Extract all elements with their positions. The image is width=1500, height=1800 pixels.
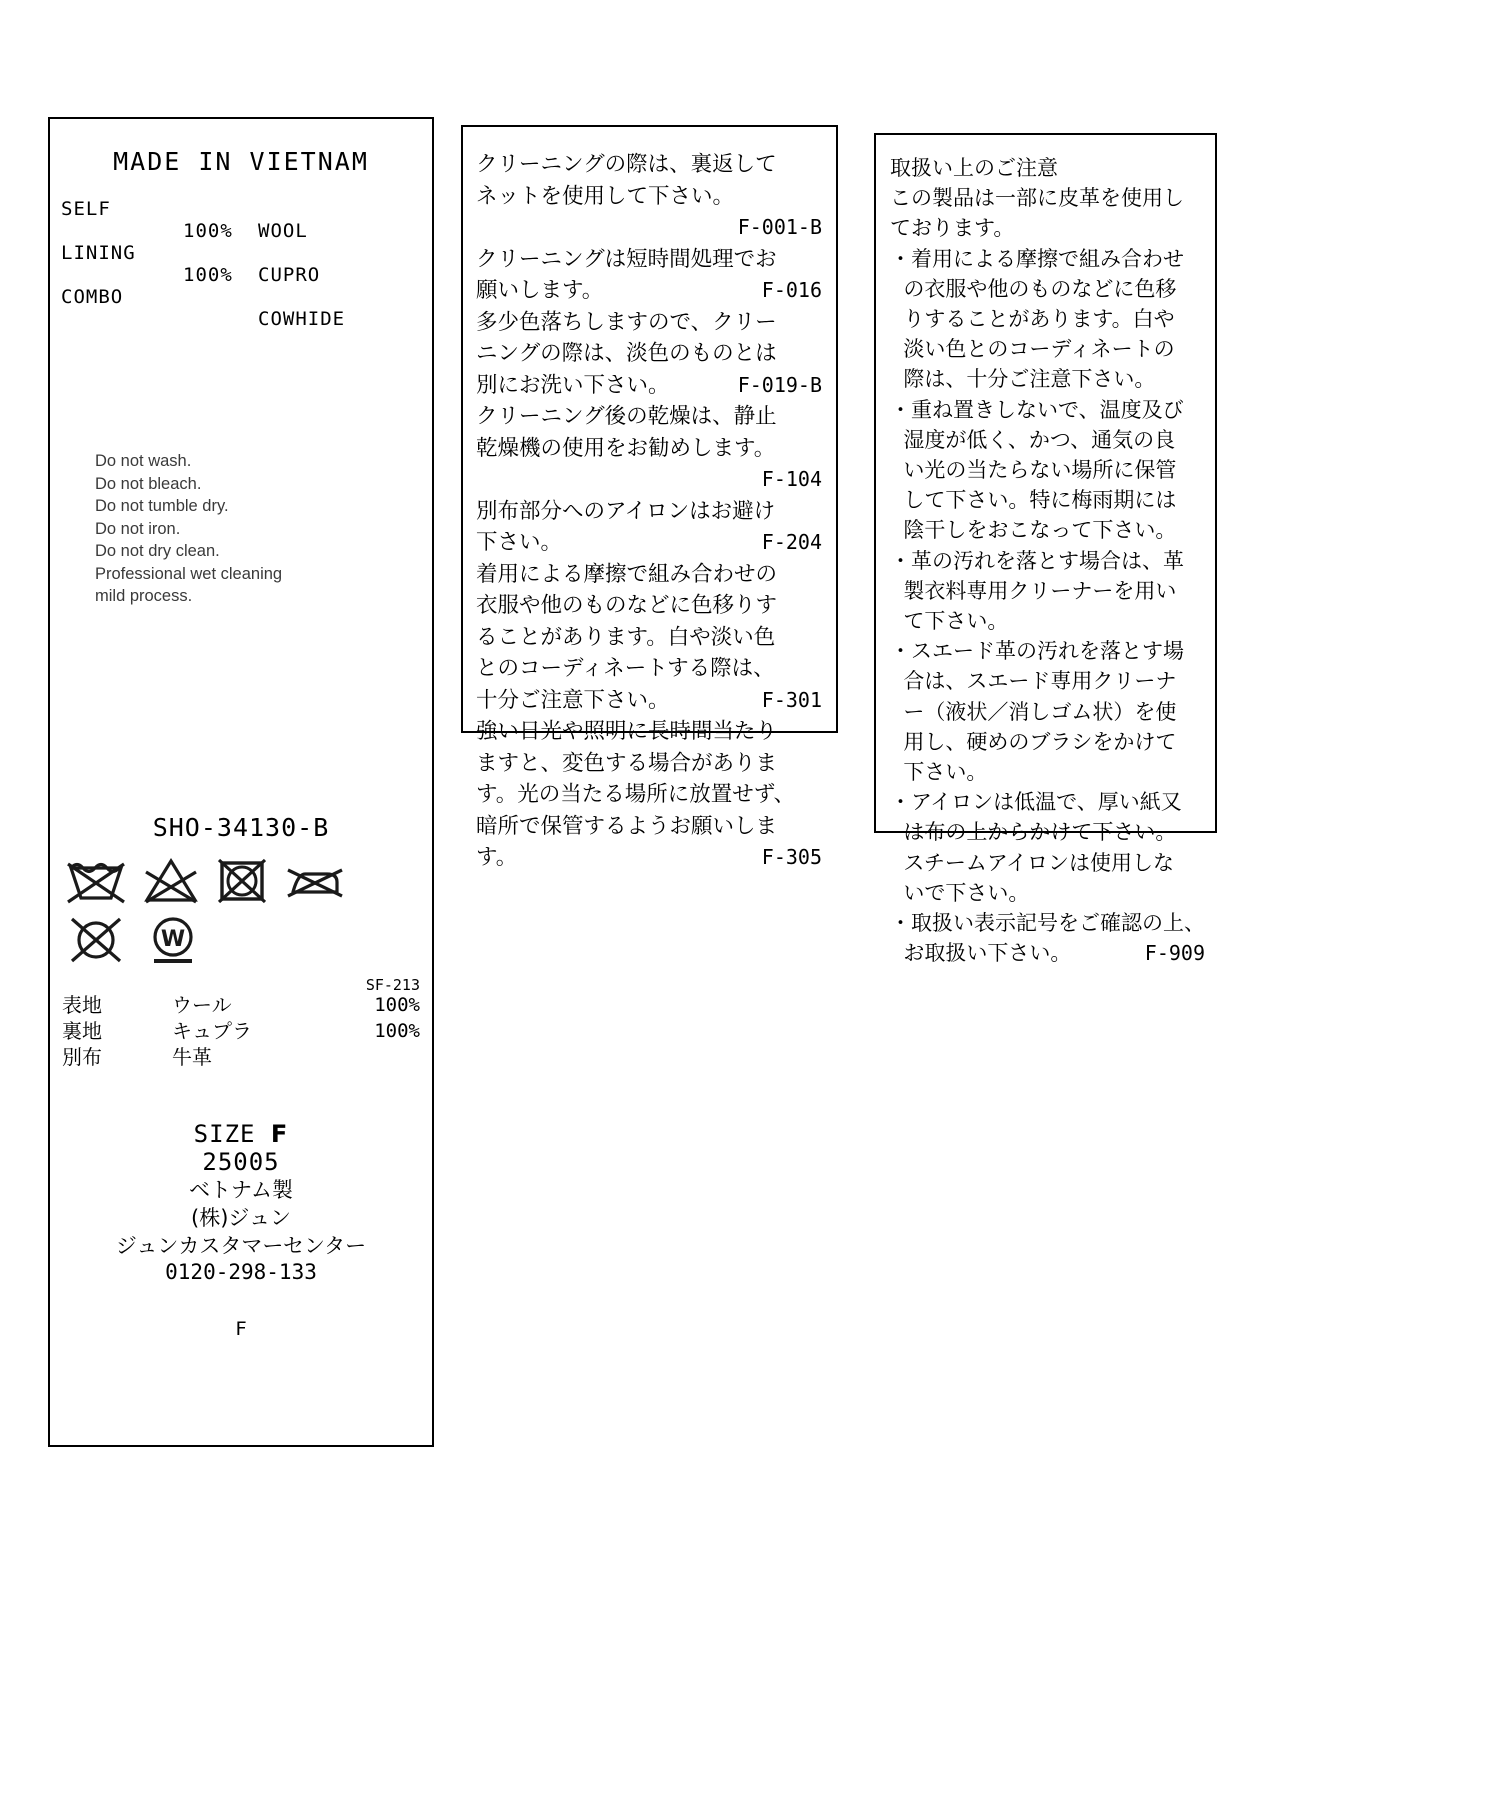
care-code: F-001-B xyxy=(737,215,822,239)
text-line xyxy=(476,370,822,402)
text-line xyxy=(476,748,822,780)
text-line xyxy=(476,433,822,465)
size-value: F xyxy=(270,1119,289,1148)
line-text: ・革の汚れを落とす場合は、革 xyxy=(890,548,1184,573)
size-and-company-block xyxy=(50,1120,432,1284)
text-line xyxy=(476,149,822,181)
text-line xyxy=(890,395,1205,425)
text-line xyxy=(476,401,822,433)
line-text: 衣服や他のものなどに色移りす xyxy=(476,593,778,618)
made-in-text: MADE IN VIETNAM xyxy=(113,147,369,176)
line-text: 別にお洗い下さい。 xyxy=(476,372,670,398)
instruction-line: Professional wet cleaning xyxy=(95,564,283,583)
size-line xyxy=(50,1120,432,1148)
line-text: 下さい。 xyxy=(890,760,988,785)
care-symbol-row xyxy=(66,856,432,904)
line-text: す。光の当たる場所に放置せず、 xyxy=(476,782,796,807)
composition-percent: 100% xyxy=(183,220,233,242)
company-name: (株)ジュン xyxy=(191,1205,291,1230)
text-line xyxy=(890,183,1205,213)
line-text: 陰干しをおこなって下さい。 xyxy=(890,518,1177,543)
line-text: ー（液状／消しゴム状）を使 xyxy=(890,699,1177,724)
text-line xyxy=(890,334,1205,364)
line-text: ております。 xyxy=(890,216,1015,241)
size-prefix: SIZE xyxy=(193,1119,256,1148)
text-line xyxy=(890,848,1205,878)
customer-center: ジュンカスタマーセンター xyxy=(115,1233,367,1258)
product-number: 25005 xyxy=(202,1147,280,1176)
main-care-label-panel xyxy=(48,117,434,1447)
line-text xyxy=(476,215,483,240)
cleaning-text-body xyxy=(463,127,836,874)
text-line xyxy=(476,779,822,811)
line-text: クリーニング後の乾燥は、静止 xyxy=(476,404,777,429)
line-text: いで下さい。 xyxy=(890,880,1030,905)
text-line xyxy=(890,606,1205,636)
text-line xyxy=(890,455,1205,485)
line-text: ニングの際は、淡色のものとは xyxy=(476,341,777,366)
text-line xyxy=(890,938,1205,968)
text-line xyxy=(890,757,1205,787)
line-text: の衣服や他のものなどに色移 xyxy=(890,276,1177,301)
do-not-wash-symbol xyxy=(66,856,126,904)
jp-percent: 100% xyxy=(374,993,420,1016)
text-line xyxy=(476,559,822,591)
line-text: 下さい。 xyxy=(476,530,563,555)
care-code: F-019-B xyxy=(737,372,822,397)
instruction-line: Do not bleach. xyxy=(95,474,202,493)
line-text: して下さい。特に梅雨期には xyxy=(890,488,1177,513)
line-text: 取扱い上のご注意 xyxy=(890,156,1058,180)
composition-row xyxy=(50,286,432,330)
jp-part: 別布 xyxy=(62,1044,102,1069)
text-line xyxy=(476,527,822,559)
care-symbol-group xyxy=(50,856,432,966)
jp-material: 牛革 xyxy=(172,1044,212,1069)
composition-material: WOOL xyxy=(258,220,308,242)
line-text: ・重ね置きしないで、温度及び xyxy=(890,397,1184,422)
wet-clean-mild-symbol xyxy=(143,914,203,966)
line-text: 別布部分へのアイロンはお避け xyxy=(476,498,776,524)
line-text: す。 xyxy=(476,845,518,870)
instruction-line: Do not iron. xyxy=(95,519,181,538)
text-line xyxy=(890,576,1205,606)
line-text: 乾燥機の使用をお勧めします。 xyxy=(476,435,776,461)
do-not-dry-clean-symbol xyxy=(66,914,126,966)
composition-part: LINING xyxy=(61,242,136,264)
line-text: スチームアイロンは使用しな xyxy=(890,850,1175,875)
line-text: ネットを使用して下さい。 xyxy=(476,183,735,209)
composition-material: COWHIDE xyxy=(258,308,346,330)
text-line xyxy=(890,666,1205,696)
composition-material: CUPRO xyxy=(258,264,321,286)
text-line xyxy=(890,727,1205,757)
instruction-line: mild process. xyxy=(95,587,193,605)
line-text: は布の上からかけて下さい。 xyxy=(890,820,1177,845)
jp-composition-table xyxy=(50,992,432,1070)
line-text: 願いします。 xyxy=(476,278,604,303)
line-text: ・着用による摩擦で組み合わせ xyxy=(890,246,1184,271)
text-line xyxy=(890,153,1205,183)
text-line xyxy=(890,817,1205,847)
composition-part: COMBO xyxy=(61,286,124,308)
care-code: F-204 xyxy=(761,530,822,554)
text-line xyxy=(476,496,822,528)
composition-part: SELF xyxy=(61,198,111,220)
line-text: 着用による摩擦で組み合わせの xyxy=(476,561,778,587)
text-line xyxy=(890,515,1205,545)
jp-percent: 100% xyxy=(374,1019,420,1042)
line-text: お取扱い下さい。 xyxy=(890,941,1072,966)
line-text: ますと、変色する場合がありま xyxy=(476,750,778,776)
composition-table xyxy=(50,198,432,330)
instruction-line: Do not wash. xyxy=(95,452,192,470)
care-code: F-909 xyxy=(1144,941,1205,966)
line-text xyxy=(476,467,483,492)
text-line xyxy=(476,275,822,307)
line-text: 暗所で保管するようお願いしま xyxy=(476,813,778,839)
symbol-code: SF-213 xyxy=(365,975,420,994)
line-text: ・アイロンは低温で、厚い紙又 xyxy=(890,790,1182,815)
line-text: 多少色落ちしますので、クリー xyxy=(476,309,777,335)
line-text: 際は、十分ご注意下さい。 xyxy=(890,367,1156,392)
line-text: い光の当たらない場所に保管 xyxy=(890,458,1177,483)
text-line xyxy=(476,181,822,213)
text-line xyxy=(890,878,1205,908)
do-not-iron-symbol xyxy=(285,856,345,904)
text-line xyxy=(890,274,1205,304)
caution-text-body xyxy=(876,135,1215,968)
jp-composition-row xyxy=(62,1018,432,1044)
text-line xyxy=(476,307,822,339)
text-line xyxy=(476,244,822,276)
text-line xyxy=(890,425,1205,455)
text-line xyxy=(890,697,1205,727)
care-code: F-016 xyxy=(761,278,822,302)
care-code: F-305 xyxy=(761,845,822,869)
composition-percent: 100% xyxy=(183,264,233,286)
text-line xyxy=(476,590,822,622)
do-not-bleach-symbol xyxy=(143,856,199,904)
care-code: F-301 xyxy=(761,687,822,712)
instruction-line: Do not dry clean. xyxy=(95,542,220,560)
jp-composition-row xyxy=(62,1044,432,1070)
text-line xyxy=(890,485,1205,515)
line-text: ることがあります。白や淡い色 xyxy=(476,624,776,650)
do-not-tumble-dry-symbol xyxy=(216,856,268,904)
text-line xyxy=(890,908,1205,938)
text-line xyxy=(476,842,822,874)
composition-row xyxy=(50,242,432,286)
text-line xyxy=(890,213,1205,243)
jp-composition-row xyxy=(62,992,432,1018)
line-text: 用し、硬めのブラシをかけて xyxy=(890,729,1177,754)
text-line xyxy=(890,244,1205,274)
text-line xyxy=(890,304,1205,334)
text-line xyxy=(890,546,1205,576)
text-line xyxy=(476,464,822,496)
style-code: SHO-34130-B xyxy=(152,812,330,842)
jp-part: 表地 xyxy=(62,992,102,1017)
line-text: クリーニングは短時間処理でお xyxy=(476,246,777,272)
line-text: りすることがあります。白や xyxy=(890,307,1175,332)
svg-text:W: W xyxy=(160,926,186,952)
line-text: 合は、スエード専用クリーナ xyxy=(890,669,1177,694)
jp-material: ウール xyxy=(172,992,232,1017)
line-text: この製品は一部に皮革を使用し xyxy=(890,186,1184,211)
text-line xyxy=(476,212,822,244)
text-line xyxy=(476,622,822,654)
line-text: ・取扱い表示記号をご確認の上、 xyxy=(890,911,1205,936)
text-line xyxy=(890,636,1205,666)
jp-part: 裏地 xyxy=(62,1018,102,1043)
text-line xyxy=(476,653,822,685)
text-line xyxy=(476,338,822,370)
line-text: ・スエード革の汚れを落とす場 xyxy=(890,639,1184,664)
jp-material: キュプラ xyxy=(172,1018,252,1043)
cleaning-instructions-panel xyxy=(461,125,838,870)
line-text: クリーニングの際は、裏返して xyxy=(476,152,777,177)
line-text: 製衣料専用クリーナーを用い xyxy=(890,578,1177,603)
care-symbol-row xyxy=(66,914,432,966)
text-line xyxy=(476,716,822,748)
origin-jp: ベトナム製 xyxy=(189,1177,293,1202)
text-line xyxy=(476,811,822,843)
composition-row xyxy=(50,198,432,242)
instruction-line: Do not tumble dry. xyxy=(95,497,229,515)
line-text: 淡い色とのコーディネートの xyxy=(890,337,1175,362)
handling-cautions-panel xyxy=(874,133,1217,966)
care-code: F-104 xyxy=(761,467,822,491)
text-line xyxy=(476,685,822,717)
bottom-mark: F xyxy=(235,1317,247,1340)
phone-number: 0120-298-133 xyxy=(165,1259,317,1284)
text-line xyxy=(890,787,1205,817)
line-text: 湿度が低く、かつ、通気の良 xyxy=(890,427,1176,452)
english-instructions xyxy=(50,450,432,608)
text-line xyxy=(890,364,1205,394)
line-text: 十分ご注意下さい。 xyxy=(476,687,670,713)
line-text: 強い日光や照明に長時間当たり xyxy=(476,719,778,744)
line-text: とのコーディネートする際は、 xyxy=(476,656,775,681)
line-text: て下さい。 xyxy=(890,609,1009,634)
